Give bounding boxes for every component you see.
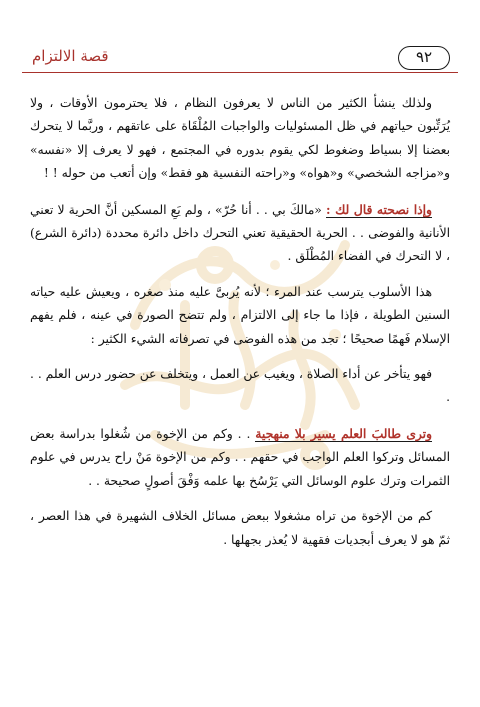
- page-number: ٩٢: [398, 46, 450, 70]
- paragraph: [30, 281, 450, 351]
- paragraph-heading: وإذا نصحته قال لك :: [326, 201, 432, 217]
- paragraph: [30, 198, 450, 269]
- paragraph: [30, 92, 450, 186]
- paragraph-text: كم من الإخوة من تراه مشغولا ببعض مسائل الخلاف الشهيرة في هذا العصر ، ثمّ هو لا يعرف أبجديات فقهية لا يُعذر بجهلها .: [30, 509, 450, 547]
- page-header: [22, 44, 458, 74]
- paragraph-text: هذا الأسلوب يترسب عند المرء ؛ لأنه يُربىَّ عليه منذ صغره ، ويعيش عليه حياته السنين الطويلة ، فإذا ما جاء إلى الالتزام ، ولم تتضح الصورة في عينه ، فلم يفهم الإسلام فَهمًا صحيحًا ؛ تجد من هذه الفوضى في تصرفاته الشيء الكثير :: [30, 284, 450, 346]
- paragraph: [30, 363, 450, 410]
- paragraph: [30, 422, 450, 493]
- book-title: قصة الالتزام: [32, 47, 109, 65]
- paragraph-text: فهو يتأخر عن أداء الصلاة ، ويغيب عن العمل ، ويتخلف عن حضور درس العلم . . .: [30, 367, 450, 405]
- header-divider: [22, 72, 458, 73]
- paragraph-text: . . وكم من الإخوة من شُغلوا بدراسة بعض المسائل وتركوا العلم الواجب في حقهم . . وكم من الإخوة مَنْ راح يدرس في علوم الثمرات وترك علوم الوسائل التي يَرْسُخ بها علمه وَفْقَ أصولٍ صحيحة . .: [30, 426, 450, 488]
- paragraph-text: «مالكَ بي . . أنا حُرّ» ، ولم يَعِ المسكين أنَّ الحرية لا تعني الأنانية والفوضى . . الحرية الحقيقية تعني التحرك داخل دائرة محددة (دائرة الشرع) ، لا التحرك في الفضاء المُطْلَق .: [30, 202, 450, 264]
- page-body: [30, 92, 450, 564]
- paragraph-heading: وترى طالبَ العلم يسير بلا منهجية: [255, 425, 432, 441]
- paragraph: [30, 505, 450, 552]
- paragraph-text: ولذلك ينشأ الكثير من الناس لا يعرفون النظام ، فلا يحترمون الأوقات ، ولا يُرَتِّبون حياتهم في ظل المسئوليات والواجبات المُلْقَاة على عاتقهم ، وربَّما لا يتحرك بعضنا إلا بسياط وضغوط لكي يقوم بدوره في المجتمع ، فهو لا يعرف إلا «نفسه» و«مزاجه الشخصي» و«هواه» و«راحته النفسية هو فقط» وإن أتعب من حوله ! !: [30, 96, 450, 181]
